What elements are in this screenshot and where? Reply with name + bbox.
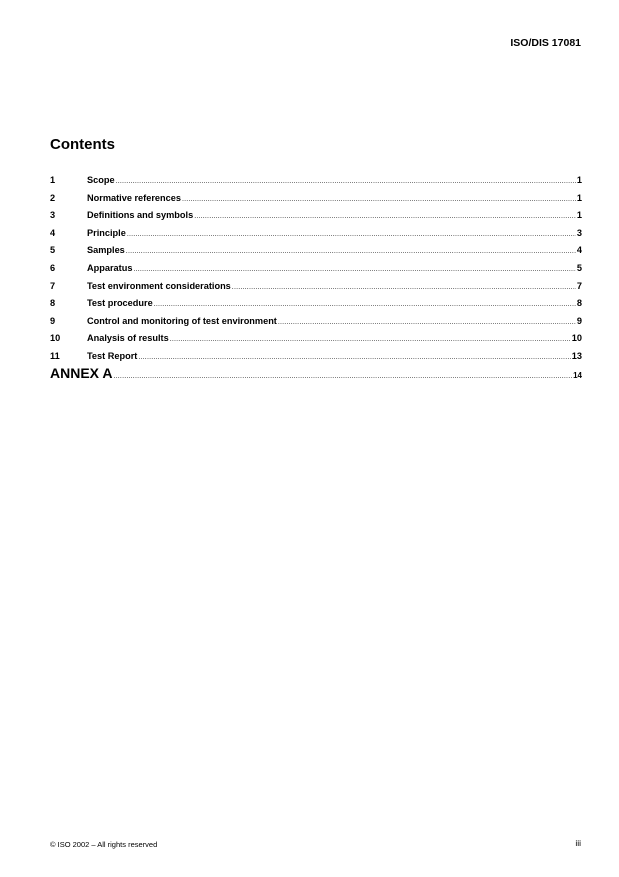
toc-entry-number: 9 — [50, 315, 56, 326]
toc-entry-number: 5 — [50, 245, 56, 256]
toc-entry-annex-a[interactable] — [50, 365, 582, 382]
toc-dot-leader — [278, 319, 576, 326]
toc-entry-principle[interactable] — [50, 228, 582, 246]
toc-entry-title: Normative references — [87, 192, 181, 203]
toc-entry-page: 1 — [576, 192, 582, 203]
toc-dot-leader — [170, 336, 571, 343]
toc-entry-page: 9 — [576, 315, 582, 326]
document-id: ISO/DIS 17081 — [510, 37, 581, 49]
toc-entry-number: 3 — [50, 210, 56, 221]
toc-entry-title: Test Report — [87, 350, 138, 361]
toc-entry-title: Analysis of results — [87, 333, 169, 344]
toc-entry-test-environment[interactable] — [50, 281, 582, 299]
toc-dot-leader — [154, 301, 576, 308]
toc-entry-page: 3 — [576, 227, 582, 238]
toc-dot-leader — [232, 284, 576, 291]
toc-entry-title: Test procedure — [87, 298, 153, 309]
toc-entry-definitions[interactable] — [50, 210, 582, 228]
toc-entry-number: 2 — [50, 192, 56, 203]
toc-entry-number: 4 — [50, 227, 56, 238]
toc-entry-analysis[interactable] — [50, 333, 582, 351]
toc-annex-title: ANNEX A — [50, 364, 113, 381]
toc-annex-page: 14 — [573, 370, 582, 380]
toc-dot-leader — [182, 196, 576, 203]
toc-entry-title: Scope — [87, 175, 115, 185]
footer-page-number: iii — [575, 838, 581, 848]
table-of-contents — [50, 175, 582, 382]
toc-dot-leader — [127, 231, 576, 238]
toc-entry-number: 6 — [50, 262, 56, 273]
toc-entry-samples[interactable] — [50, 245, 582, 263]
toc-entry-apparatus[interactable] — [50, 263, 582, 281]
toc-entry-title: Test environment considerations — [87, 280, 231, 291]
toc-entry-number: 8 — [50, 298, 56, 309]
toc-entry-title: Apparatus — [87, 262, 133, 273]
toc-entry-page: 10 — [571, 333, 582, 344]
toc-entry-number: 1 — [50, 175, 56, 185]
toc-entry-test-procedure[interactable] — [50, 298, 582, 316]
toc-entry-page: 4 — [576, 245, 582, 256]
toc-entry-normative-references[interactable] — [50, 193, 582, 211]
toc-dot-leader — [194, 213, 576, 220]
toc-entry-title: Principle — [87, 227, 126, 238]
toc-entry-number: 7 — [50, 280, 56, 291]
contents-heading: Contents — [50, 136, 115, 153]
toc-entry-number: 11 — [50, 350, 60, 361]
toc-entry-page: 5 — [576, 262, 582, 273]
toc-entry-page: 7 — [576, 280, 582, 291]
toc-dot-leader — [138, 354, 570, 361]
toc-entry-title: Samples — [87, 245, 125, 256]
toc-entry-number: 10 — [50, 333, 61, 344]
toc-dot-leader — [133, 266, 575, 273]
toc-entry-page: 8 — [576, 298, 582, 309]
toc-dot-leader — [114, 373, 573, 380]
toc-entry-title: Definitions and symbols — [87, 210, 194, 221]
toc-dot-leader — [116, 178, 576, 185]
footer-copyright: © ISO 2002 – All rights reserved — [50, 840, 158, 849]
toc-entry-scope[interactable] — [50, 175, 582, 193]
toc-dot-leader — [126, 248, 576, 255]
toc-entry-page: 1 — [576, 210, 582, 221]
toc-entry-control-monitoring[interactable] — [50, 316, 582, 334]
toc-entry-title: Control and monitoring of test environment — [87, 315, 277, 326]
toc-entry-page: 13 — [571, 350, 582, 361]
toc-entry-page: 1 — [576, 175, 582, 185]
